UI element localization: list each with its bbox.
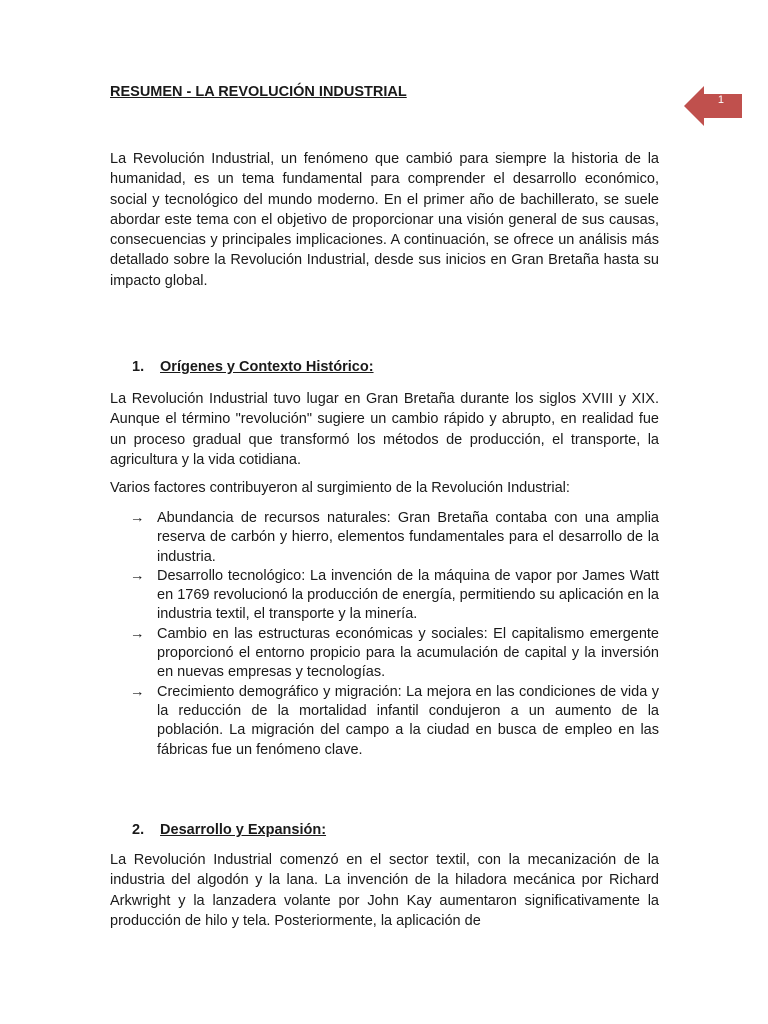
page-number: 1 <box>717 94 724 106</box>
section-number: 1. <box>132 359 145 375</box>
list-item-text: Crecimiento demográfico y migración: La mejora en las condiciones de vida y la reducción de la mortalidad infantil condujeron a un aumento de la población. La migración del campo a la ciudad en busca de empleo en las fábricas fue un fenómeno clave. <box>157 683 659 758</box>
list-item <box>130 625 659 683</box>
section-number: 2. <box>132 822 145 838</box>
list-item <box>130 509 659 567</box>
section-paragraph: La Revolución Industrial tuvo lugar en Gran Bretaña durante los siglos XVIII y XIX. Aunque el término "revolución" sugiere un cambio rápido y abrupto, en realidad fue un proceso gradual que transformó los métodos de producción, el transporte, la agricultura y la vida cotidiana. <box>110 391 659 468</box>
right-arrow-icon: → <box>130 683 145 700</box>
section-paragraph: Varios factores contribuyeron al surgimiento de la Revolución Industrial: <box>110 480 570 496</box>
left-arrow-icon <box>684 86 744 126</box>
right-arrow-icon: → <box>130 567 145 584</box>
section-title: Desarrollo y Expansión: <box>160 822 327 838</box>
document-title: RESUMEN - LA REVOLUCIÓN INDUSTRIAL <box>110 84 407 100</box>
section-heading <box>110 820 659 840</box>
list-item-text: Cambio en las estructuras económicas y sociales: El capitalismo emergente proporcionó el entorno propicio para la acumulación de capital y la inversión en nuevas empresas y tecnologías. <box>157 625 659 681</box>
right-arrow-icon: → <box>130 510 145 526</box>
section-title: Orígenes y Contexto Histórico: <box>160 359 374 375</box>
section-heading <box>110 357 659 377</box>
list-item-text: Abundancia de recursos naturales: Gran Bretaña contaba con una amplia reserva de carbón y hierro, elementos fundamentales para el desarrollo de la industria. <box>157 510 659 565</box>
section-paragraph: La Revolución Industrial comenzó en el sector textil, con la mecanización de la industria del algodón y la lana. La invención de la hiladora mecánica por Richard Arkwright y la lanzadera volante por John Kay aumentaron significativamente la producción de hilo y tela. Posteriormente, la aplicación de <box>110 852 659 929</box>
right-arrow-icon: → <box>130 625 145 642</box>
list-item-text: Desarrollo tecnológico: La invención de la máquina de vapor por James Watt en 1769 revolucionó la producción de energía, permitiendo su aplicación en la industria textil, el transporte y la minería. <box>157 567 659 623</box>
page-number-badge <box>684 86 744 126</box>
list-item <box>130 567 659 625</box>
intro-paragraph: La Revolución Industrial, un fenómeno que cambió para siempre la historia de la humanidad, es un tema fundamental para comprender el desarrollo económico, social y tecnológico del mundo moderno. En el primer año de bachillerato, se suele abordar este tema con el objetivo de proporcionar una visión general de sus causas, consecuencias y principales implicaciones. A continuación, se ofrece un análisis más detallado sobre la Revolución Industrial, desde sus inicios en Gran Bretaña hasta su impacto global. <box>110 151 659 289</box>
factors-list <box>130 509 659 760</box>
list-item <box>130 683 659 760</box>
